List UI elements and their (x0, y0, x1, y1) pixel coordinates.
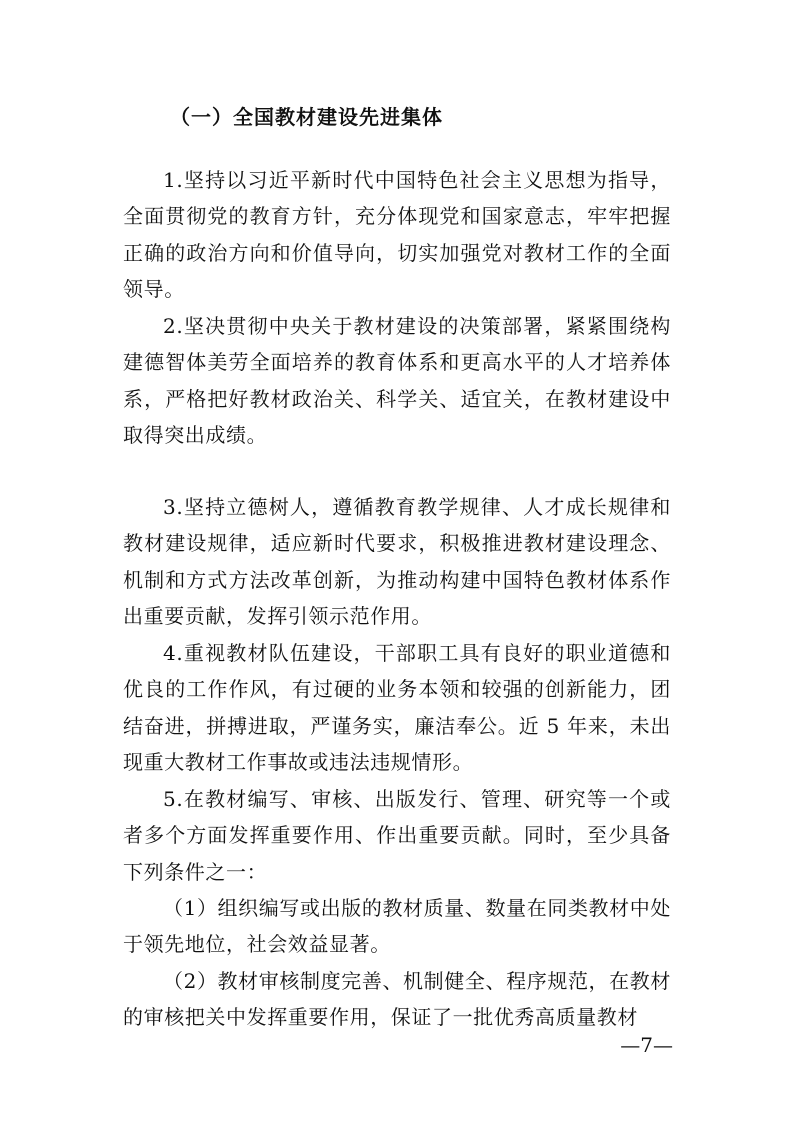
paragraph-criterion-5: 5.在教材编写、审核、出版发行、管理、研究等一个或者多个方面发挥重要作用、作出重要贡献。同时，至少具备下列条件之一： (123, 787, 671, 884)
page-number: —7— (620, 1033, 673, 1057)
paragraph-criterion-1: 1.坚持以习近平新时代中国特色社会主义思想为指导，全面贯彻党的教育方针，充分体现党和国家意志，牢牢把握正确的政治方向和价值导向，切实加强党对教材工作的全面领导。 (123, 168, 671, 302)
paragraph-criterion-2: 2.坚决贯彻中央关于教材建设的决策部署，紧紧围绕构建德智体美劳全面培养的教育体系和更高水平的人才培养体系，严格把好教材政治关、科学关、适宜关，在教材建设中取得突出成绩。 (123, 314, 671, 448)
section-heading: （一）全国教材建设先进集体 (170, 105, 443, 129)
paragraph-criterion-4: 4.重视教材队伍建设，干部职工具有良好的职业道德和优良的工作作风，有过硬的业务本领和较强的创新能力，团结奋进，拼搏进取，严谨务实，廉洁奉公。近 5 年来，未出现重大教材工作事故或违法违规情形。 (123, 641, 671, 775)
paragraph-criterion-3: 3.坚持立德树人，遵循教育教学规律、人才成长规律和教材建设规律，适应新时代要求，积极推进教材建设理念、机制和方式方法改革创新，为推动构建中国特色教材体系作出重要贡献，发挥引领示范作用。 (123, 495, 671, 629)
paragraph-subcondition-1: （1）组织编写或出版的教材质量、数量在同类教材中处于领先地位，社会效益显著。 (123, 896, 671, 957)
paragraph-subcondition-2: （2）教材审核制度完善、机制健全、程序规范，在教材的审核把关中发挥重要作用，保证了一批优秀高质量教材 (123, 969, 671, 1030)
